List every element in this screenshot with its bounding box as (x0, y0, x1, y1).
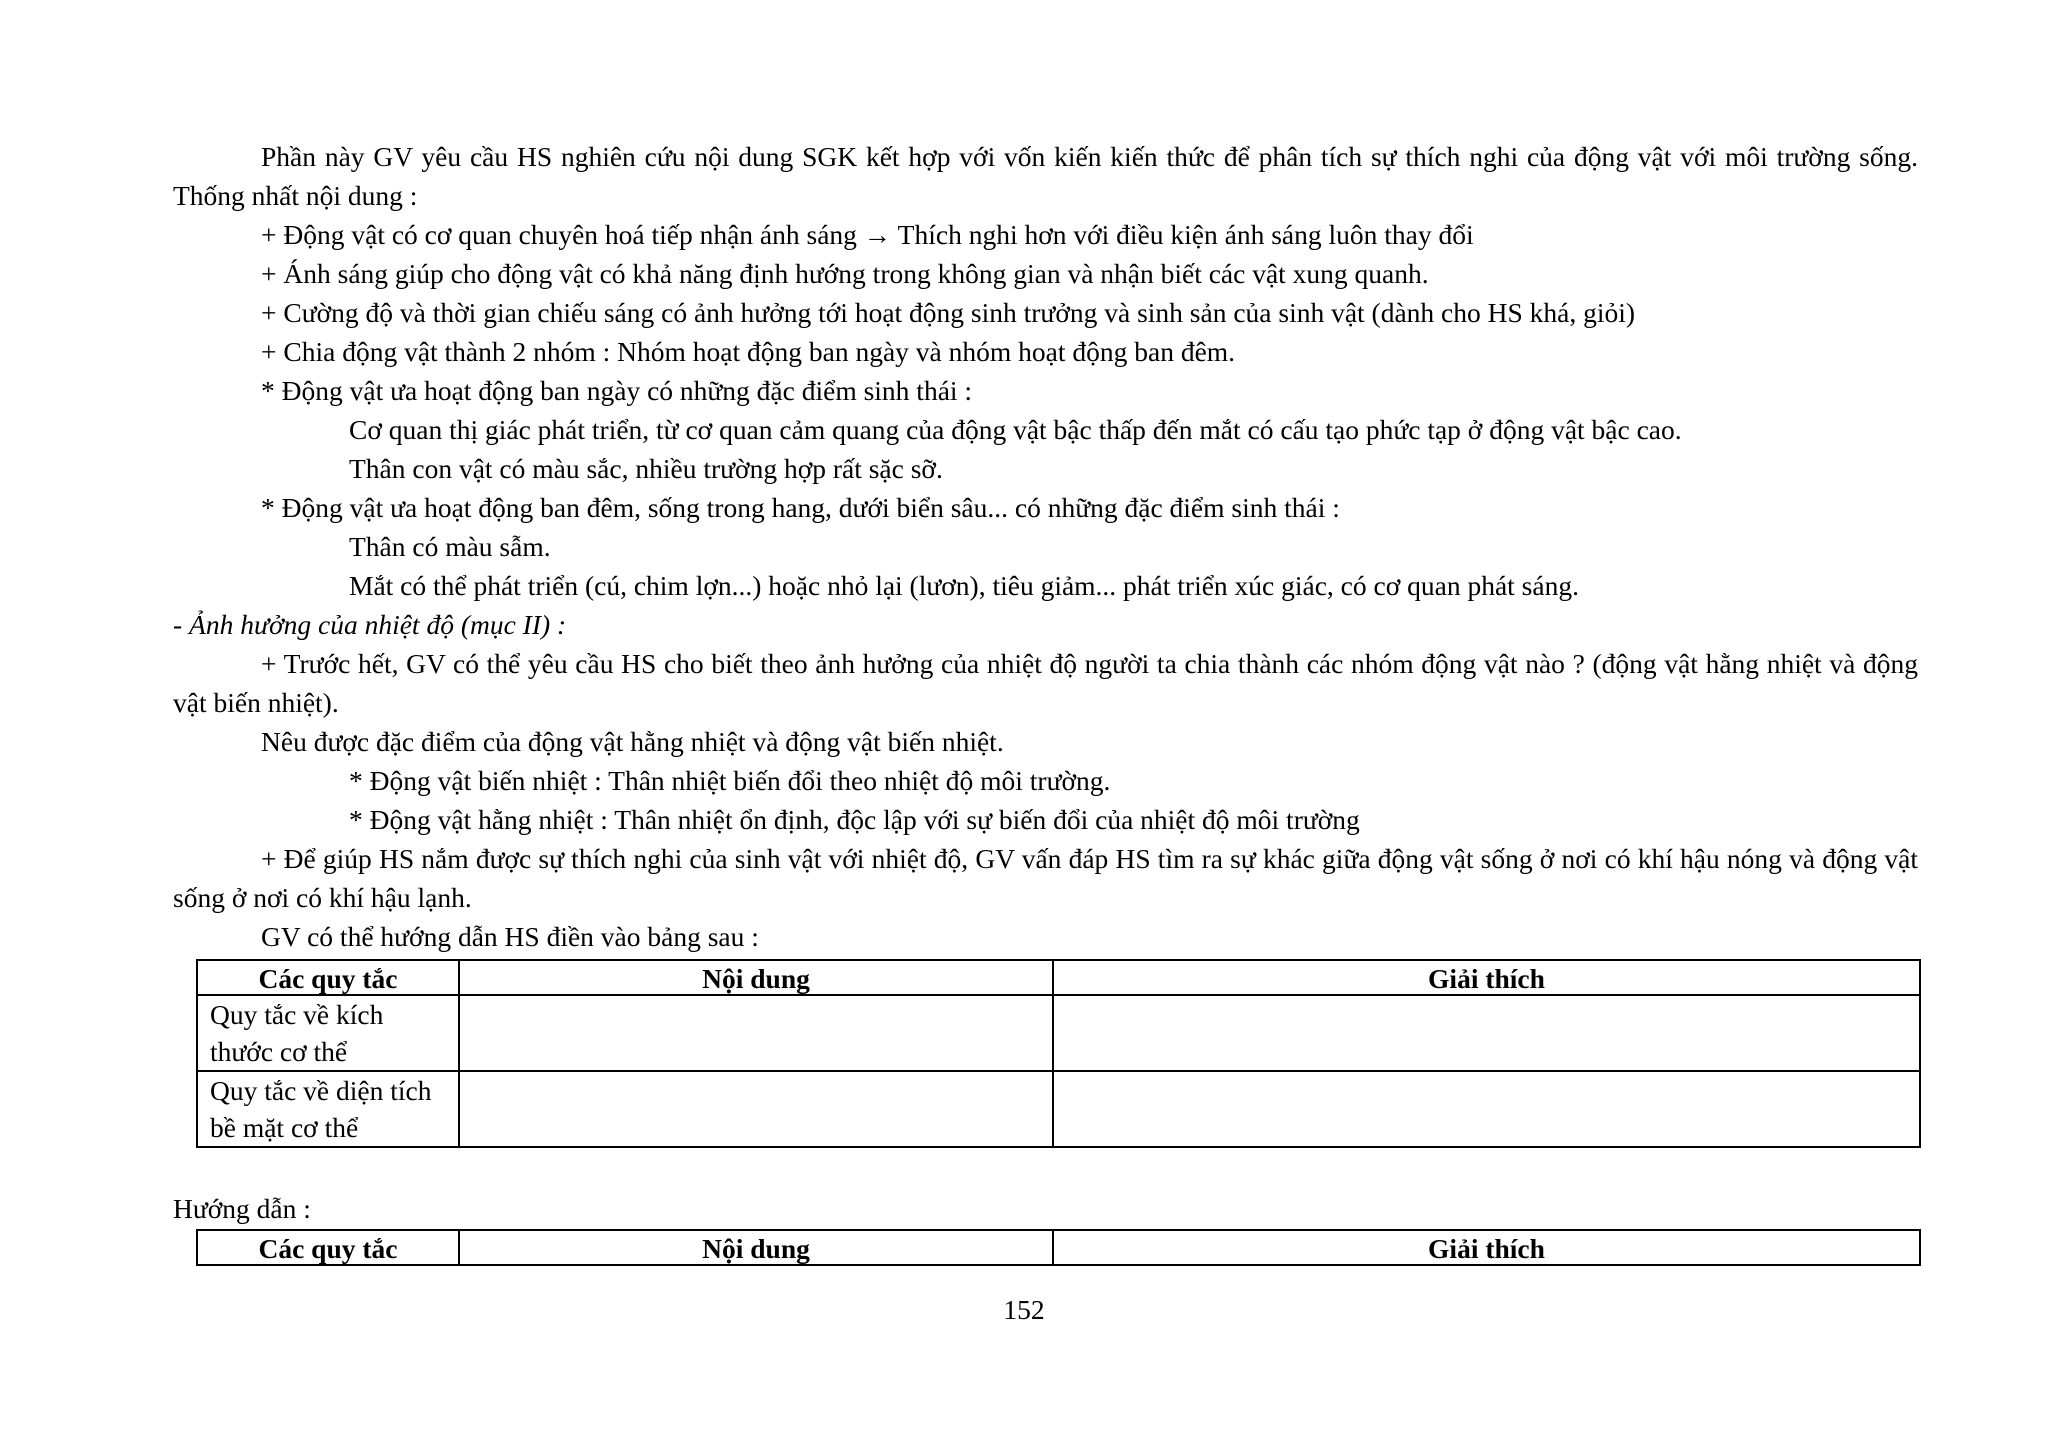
cell-content (459, 995, 1053, 1071)
night-animals-heading: * Động vật ưa hoạt động ban đêm, sống trong hang, dưới biển sâu... có những đặc điểm sinh thái : (261, 492, 1340, 523)
header-explanation: Giải thích (1053, 960, 1920, 995)
guide-table (196, 1229, 1921, 1266)
rule-surface-area: Quy tắc về diện tích bề mặt cơ thể (197, 1071, 459, 1147)
rules-table (196, 959, 1921, 1148)
table-row (197, 1071, 1920, 1147)
bullet-orientation: + Ánh sáng giúp cho động vật có khả năng định hướng trong không gian và nhận biết các vật xung quanh. (261, 258, 1429, 289)
day-animals-heading: * Động vật ưa hoạt động ban ngày có những đặc điểm sinh thái : (261, 375, 973, 406)
guide-label: Hướng dẫn : (173, 1193, 311, 1224)
temperature-question: + Trước hết, GV có thể yêu cầu HS cho biết theo ảnh hưởng của nhiệt độ người ta chia thành các nhóm động vật nào ? (động vật hằng nhiệt và động vật biến nhiệt). (173, 648, 1918, 718)
intro-paragraph: Phần này GV yêu cầu HS nghiên cứu nội dung SGK kết hợp với vốn kiến kiến thức để phân tích sự thích nghi của động vật với môi trường sống. Thống nhất nội dung : (173, 141, 1918, 211)
temperature-section-heading: - Ảnh hưởng của nhiệt độ (mục II) : (173, 609, 567, 640)
poikilotherm-definition: * Động vật biến nhiệt : Thân nhiệt biến đổi theo nhiệt độ môi trường. (349, 765, 1111, 796)
bullet-two-groups: + Chia động vật thành 2 nhóm : Nhóm hoạt động ban ngày và nhóm hoạt động ban đêm. (261, 336, 1236, 367)
table-instruction: GV có thể hướng dẫn HS điền vào bảng sau : (261, 921, 759, 952)
homeotherm-definition: * Động vật hằng nhiệt : Thân nhiệt ổn định, độc lập với sự biến đổi của nhiệt độ môi trường (349, 804, 1360, 835)
cell-content (459, 1071, 1053, 1147)
night-animals-color: Thân có màu sẫm. (349, 531, 551, 562)
bullet-intensity: + Cường độ và thời gian chiếu sáng có ảnh hưởng tới hoạt động sinh trưởng và sinh sản của sinh vật (dành cho HS khá, giỏi) (261, 297, 1636, 328)
header-explanation: Giải thích (1053, 1230, 1920, 1265)
header-content: Nội dung (459, 1230, 1053, 1265)
table-row (197, 995, 1920, 1071)
day-animals-vision: Cơ quan thị giác phát triển, từ cơ quan cảm quang của động vật bậc thấp đến mắt có cấu tạo phức tạp ở động vật bậc cao. (349, 414, 1682, 445)
cell-explanation (1053, 1071, 1920, 1147)
header-rules: Các quy tắc (197, 1230, 459, 1265)
header-content: Nội dung (459, 960, 1053, 995)
header-rules: Các quy tắc (197, 960, 459, 995)
page-content (173, 137, 1918, 1266)
guide-table-header-row (197, 1230, 1920, 1265)
climate-comparison: + Để giúp HS nắm được sự thích nghi của sinh vật với nhiệt độ, GV vấn đáp HS tìm ra sự khác giữa động vật sống ở nơi có khí hậu nóng và động vật sống ở nơi có khí hậu lạnh. (173, 843, 1918, 913)
rules-table-header-row (197, 960, 1920, 995)
day-animals-color: Thân con vật có màu sắc, nhiều trường hợp rất sặc sỡ. (349, 453, 943, 484)
bullet-light-organ: + Động vật có cơ quan chuyên hoá tiếp nhận ánh sáng → Thích nghi hơn với điều kiện ánh sáng luôn thay đổi (261, 219, 1474, 250)
temperature-features: Nêu được đặc điểm của động vật hằng nhiệt và động vật biến nhiệt. (261, 726, 1004, 757)
night-animals-eyes: Mắt có thể phát triển (cú, chim lợn...) hoặc nhỏ lại (lươn), tiêu giảm... phát triển xúc giác, có cơ quan phát sáng. (349, 570, 1579, 601)
page-number: 152 (1003, 1294, 1045, 1325)
cell-explanation (1053, 995, 1920, 1071)
rule-body-size: Quy tắc về kích thước cơ thể (197, 995, 459, 1071)
